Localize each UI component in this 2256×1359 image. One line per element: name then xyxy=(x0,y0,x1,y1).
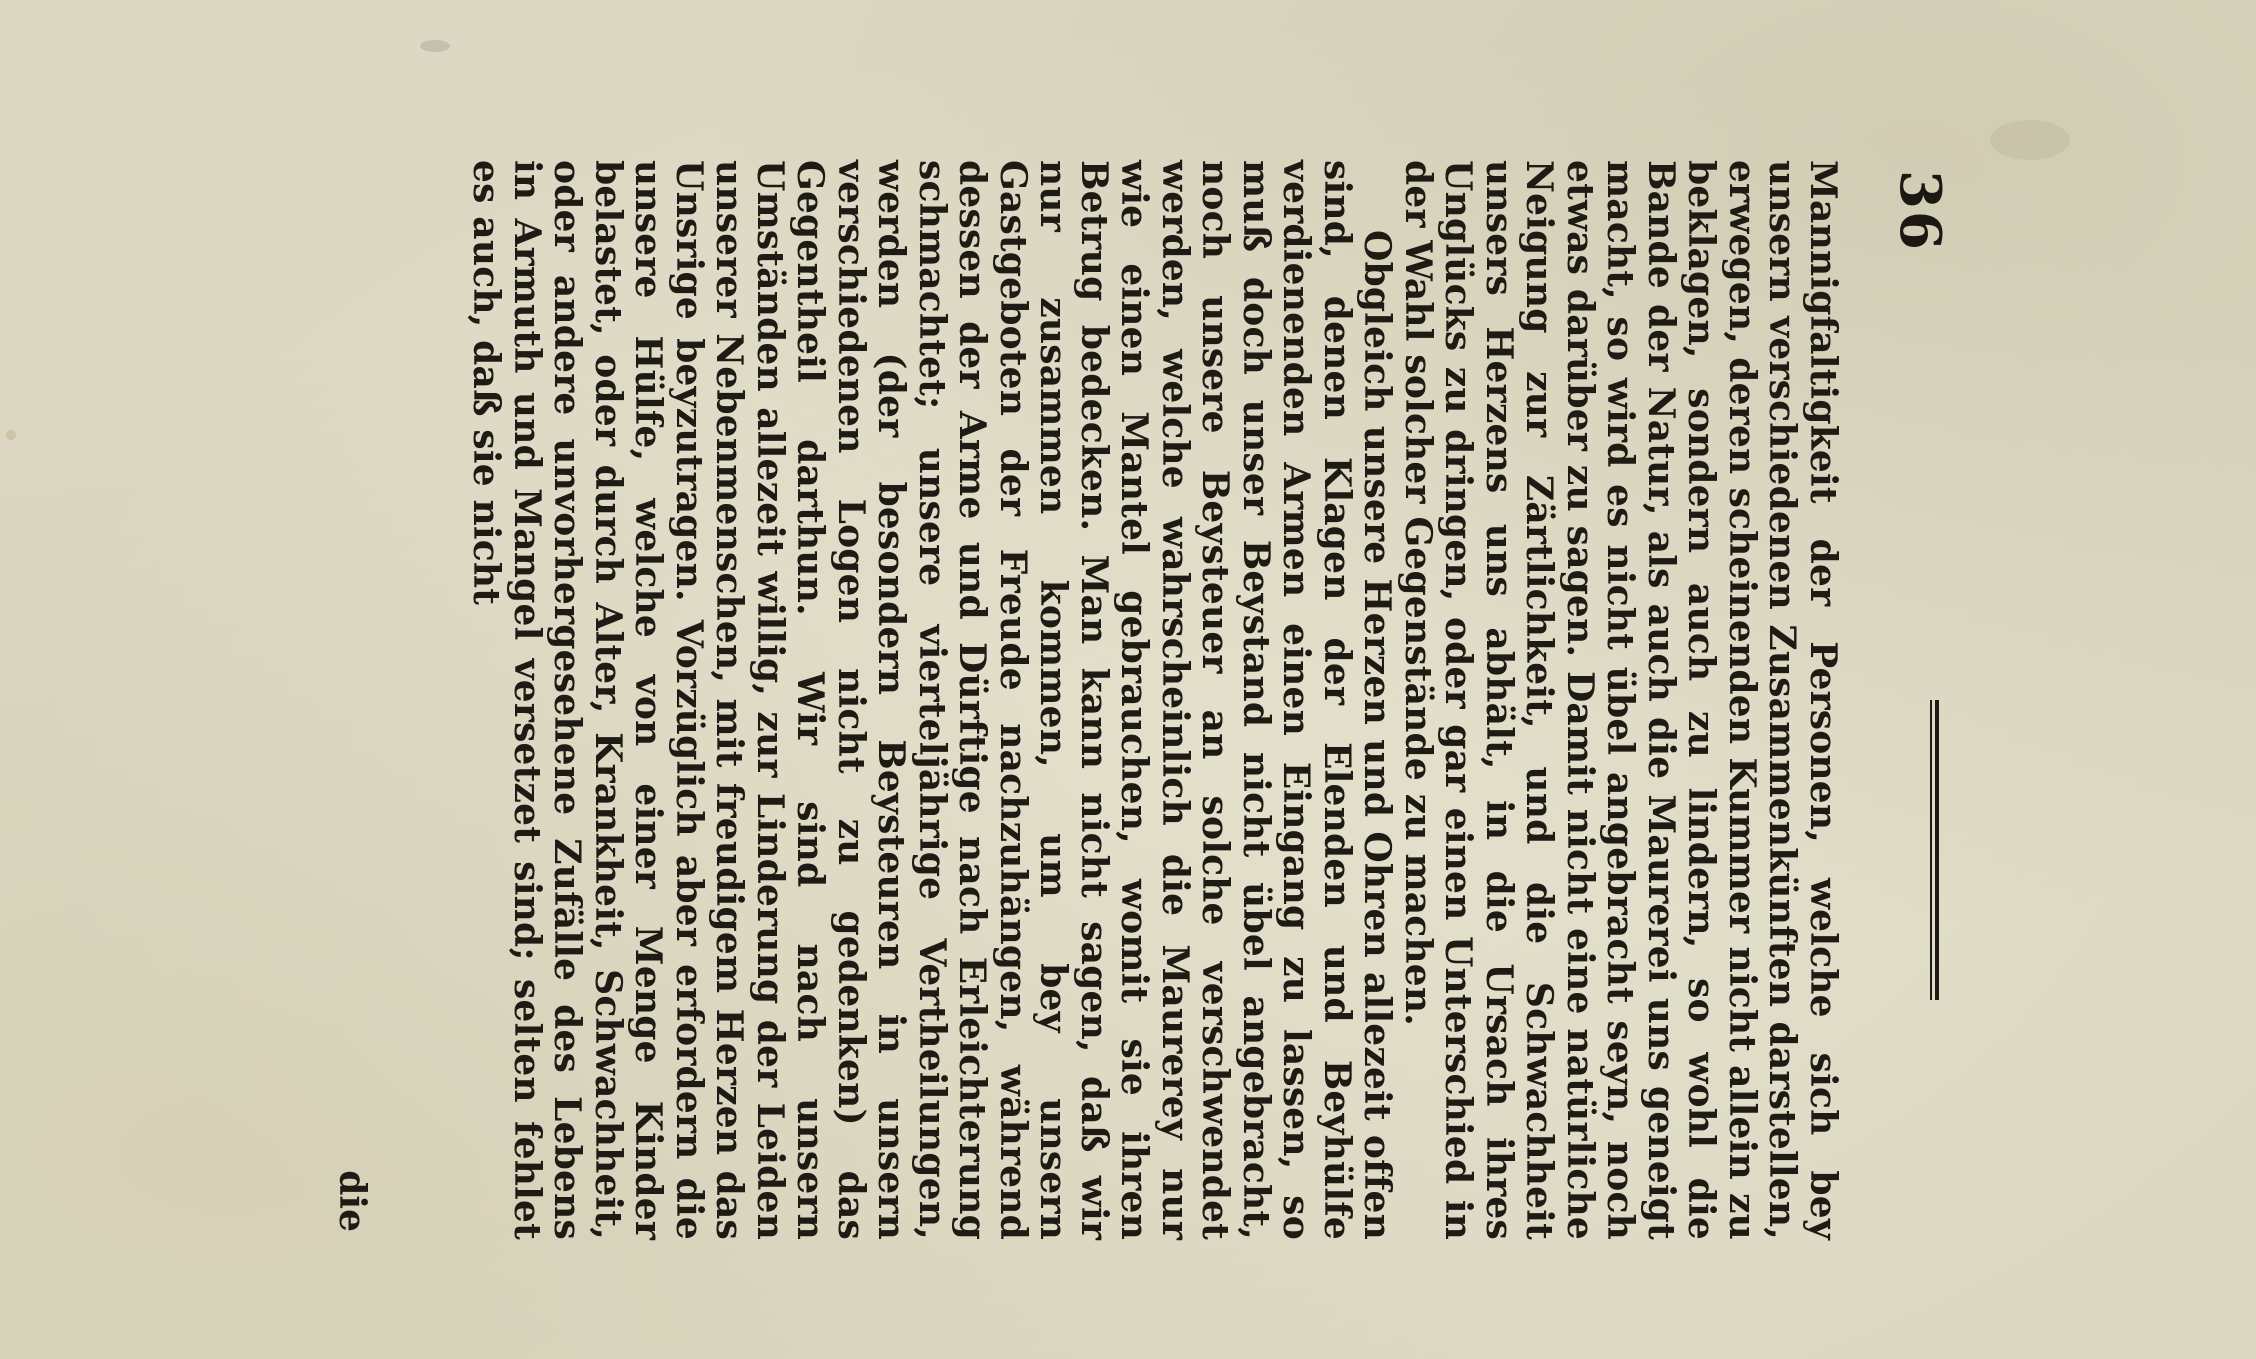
page-number: 36 xyxy=(1887,170,1953,252)
paragraph-1: Mannigfaltigkeit der Personen, welche sich bey unsern verschiedenen Zusammenkünften darstellen, erwegen, deren scheinenden Kummer nicht allein zu beklagen, sondern auch zu lindern, so wohl die Bande der Natur, als auch die Maurerei uns geneigt macht, so wird es nicht übel angebracht seyn, noch etwas darüber zu sagen. Damit nicht eine natürliche Neigung zur Zärtlichkeit, und die Schwachheit unsers Herzens uns abhält, in die Ursach ihres Unglücks zu dringen, oder gar einen Unterschied in der Wahl solcher Gegenstände zu machen. xyxy=(1397,160,1844,1240)
rotated-book-page xyxy=(303,160,1953,1240)
decorative-double-rule xyxy=(1923,700,1939,1000)
paper-stain xyxy=(6,430,16,440)
body-text xyxy=(466,160,1843,1240)
paper-stain xyxy=(420,40,450,52)
rule-line-thin xyxy=(1930,700,1932,1000)
rule-line-thick xyxy=(1935,700,1939,1000)
catchword: die xyxy=(331,1170,373,1232)
paragraph-2: Obgleich unsere Herzen und Ohren allezeit offen sind, denen Klagen der Elenden und Beyhülfe verdienenden Armen einen Eingang zu lassen, so muß doch unser Beystand nicht übel angebracht, noch unsere Beysteuer an solche verschwendet werden, welche wahrscheinlich die Maurerey nur wie einen Mantel gebrauchen, womit sie ihren Betrug bedecken. Man kann nicht sagen, daß wir nur zusammen kommen, um bey unsern Gastgeboten der Freude nachzuhängen, während dessen der Arme und Dürftige nach Erleichterung schmachtet; unsere vierteljährige Vertheilungen, werden (der besondern Beysteuren in unsern verschiedenen Logen nicht zu gedenken) das Gegentheil darthun. Wir sind nach unsern Umständen allezeit willig, zur Linderung der Leiden unserer Nebenmenschen, mit freudigem Herzen das Unsrige beyzutragen. Vorzüglich aber erfordern die unsere Hülfe, welche von einer Menge Kinder belastet, oder durch Alter, Krankheit, Schwachheit, oder andere unvorhergesehene Zufälle des Lebens in Armuth und Mangel versetzet sind; selten fehlet es auch, daß sie nicht xyxy=(465,160,1399,1240)
paper-stain xyxy=(1990,120,2070,160)
